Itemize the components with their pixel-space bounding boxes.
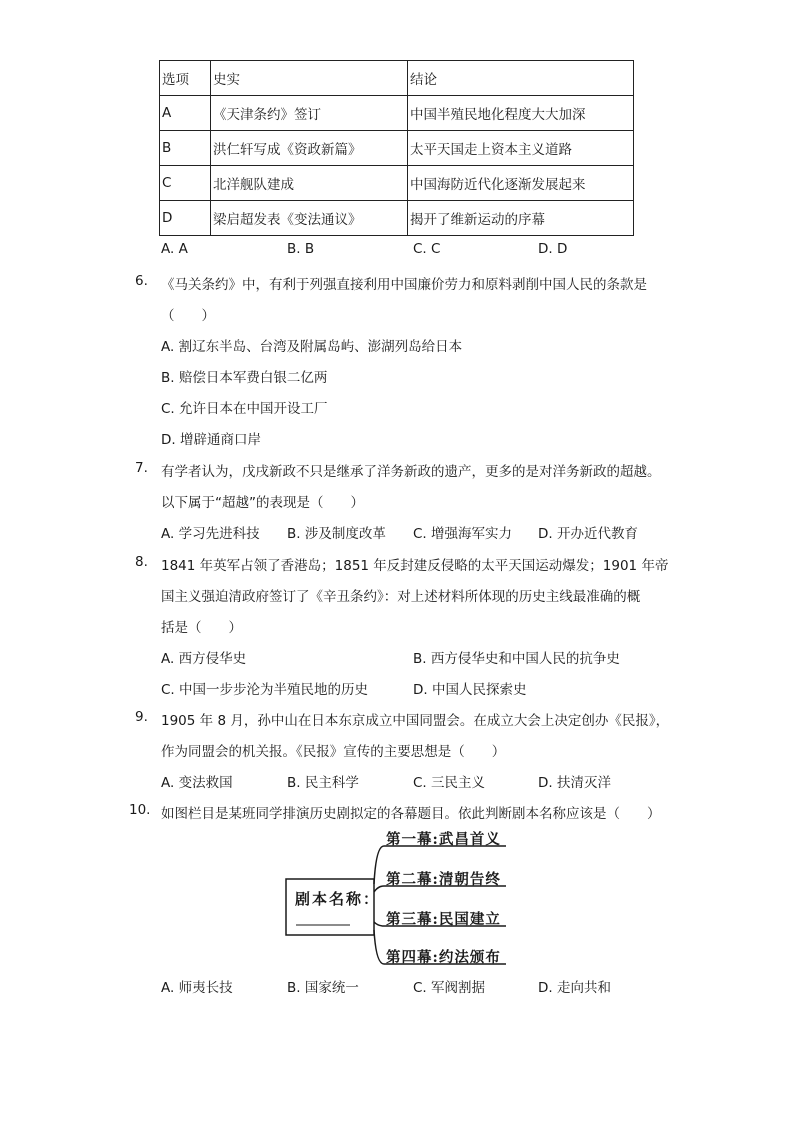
table-cell: 洪仁轩写成《资政新篇》 [211, 131, 408, 166]
act-4: 第四幕:约法颁布 [386, 949, 501, 966]
table-cell: 揭开了维新运动的序幕 [408, 201, 634, 236]
q5-choice-d[interactable]: D. D [538, 241, 568, 257]
q8-choice-a[interactable]: A. 西方侵华史 [161, 651, 247, 667]
table-cell: C [160, 166, 211, 201]
table-cell: A [160, 96, 211, 131]
q6-choice-c[interactable]: C. 允许日本在中国开设工厂 [161, 401, 328, 417]
question-number: 7. [135, 460, 148, 476]
q7-choice-d[interactable]: D. 开办近代教育 [538, 526, 638, 542]
table-header-cell: 史实 [211, 61, 408, 96]
q9-choice-a[interactable]: A. 变法救国 [161, 775, 233, 791]
table-row [160, 96, 634, 131]
act-2: 第二幕:清朝告终 [386, 871, 501, 888]
table-cell: 北洋舰队建成 [211, 166, 408, 201]
table-header-cell: 结论 [408, 61, 634, 96]
q7-choice-b[interactable]: B. 涉及制度改革 [287, 526, 386, 542]
q9-stem-line2: 作为同盟会的机关报。《民报》宣传的主要思想是（ ） [161, 744, 506, 760]
q6-stem-line1: 《马关条约》中，有利于列强直接利用中国廉价劳力和原料剥削中国人民的条款是 [161, 277, 647, 293]
q5-choice-c[interactable]: C. C [413, 241, 441, 257]
q8-choice-b[interactable]: B. 西方侵华史和中国人民的抗争史 [413, 651, 620, 667]
act-1: 第一幕:武昌首义 [386, 831, 501, 848]
q8-choice-d[interactable]: D. 中国人民探索史 [413, 682, 527, 698]
q8-stem-line3: 括是（ ） [161, 620, 242, 636]
q10-stem-line1: 如图栏目是某班同学排演历史剧拟定的各幕题目。依此判断剧本名称应该是（ ） [161, 806, 661, 822]
table-header-row [160, 61, 634, 96]
q10-choice-d[interactable]: D. 走向共和 [538, 980, 611, 996]
q10-choice-c[interactable]: C. 军阀割据 [413, 980, 486, 996]
question-number: 6. [135, 273, 148, 289]
question-number: 9. [135, 709, 148, 725]
q9-choice-d[interactable]: D. 扶清灭洋 [538, 775, 611, 791]
act-3: 第三幕:民国建立 [386, 911, 501, 928]
q7-stem-line2: 以下属于“超越”的表现是（ ） [161, 495, 364, 511]
q8-stem-line2: 国主义强迫清政府签订了《辛丑条约》：对上述材料所体现的历史主线最准确的概 [161, 589, 641, 605]
table-cell: 中国海防近代化逐渐发展起来 [408, 166, 634, 201]
q6-choice-a[interactable]: A. 割辽东半岛、台湾及附属岛屿、澎湖列岛给日本 [161, 339, 463, 355]
q5-choice-a[interactable]: A. A [161, 241, 188, 257]
table-cell: 《天津条约》签订 [211, 96, 408, 131]
q7-choice-c[interactable]: C. 增强海军实力 [413, 526, 513, 542]
play-name-label: 剧本名称： [295, 890, 381, 908]
table-cell: D [160, 201, 211, 236]
table-header-cell: 选项 [160, 61, 211, 96]
q10-choice-b[interactable]: B. 国家统一 [287, 980, 359, 996]
table-cell: 中国半殖民地化程度大大加深 [408, 96, 634, 131]
q8-choice-c[interactable]: C. 中国一步步沦为半殖民地的历史 [161, 682, 369, 698]
question-number: 10. [129, 802, 151, 818]
table-row [160, 201, 634, 236]
q7-choice-a[interactable]: A. 学习先进科技 [161, 526, 260, 542]
q9-choice-c[interactable]: C. 三民主义 [413, 775, 486, 791]
q7-stem-line1: 有学者认为，戊戌新政不只是继承了洋务新政的遗产，更多的是对洋务新政的超越。 [161, 464, 661, 480]
q5-choice-b[interactable]: B. B [287, 241, 315, 257]
table-cell: B [160, 131, 211, 166]
table-cell: 梁启超发表《变法通议》 [211, 201, 408, 236]
q6-stem-line2: （ ） [161, 308, 215, 324]
q6-choice-b[interactable]: B. 赔偿日本军费白银二亿两 [161, 370, 328, 386]
q6-choice-d[interactable]: D. 增辟通商口岸 [161, 432, 261, 448]
q9-stem-line1: 1905 年 8 月，孙中山在日本东京成立中国同盟会。在成立大会上决定创办《民报》， [161, 713, 670, 729]
table-cell: 太平天国走上资本主义道路 [408, 131, 634, 166]
options-table [159, 60, 634, 236]
play-title-diagram [280, 826, 520, 966]
question-number: 8. [135, 554, 148, 570]
table-row [160, 131, 634, 166]
table-row [160, 166, 634, 201]
q9-choice-b[interactable]: B. 民主科学 [287, 775, 359, 791]
q8-stem-line1: 1841 年英军占领了香港岛；1851 年反封建反侵略的太平天国运动爆发；1901 年帝 [161, 558, 669, 574]
q10-choice-a[interactable]: A. 师夷长技 [161, 980, 233, 996]
